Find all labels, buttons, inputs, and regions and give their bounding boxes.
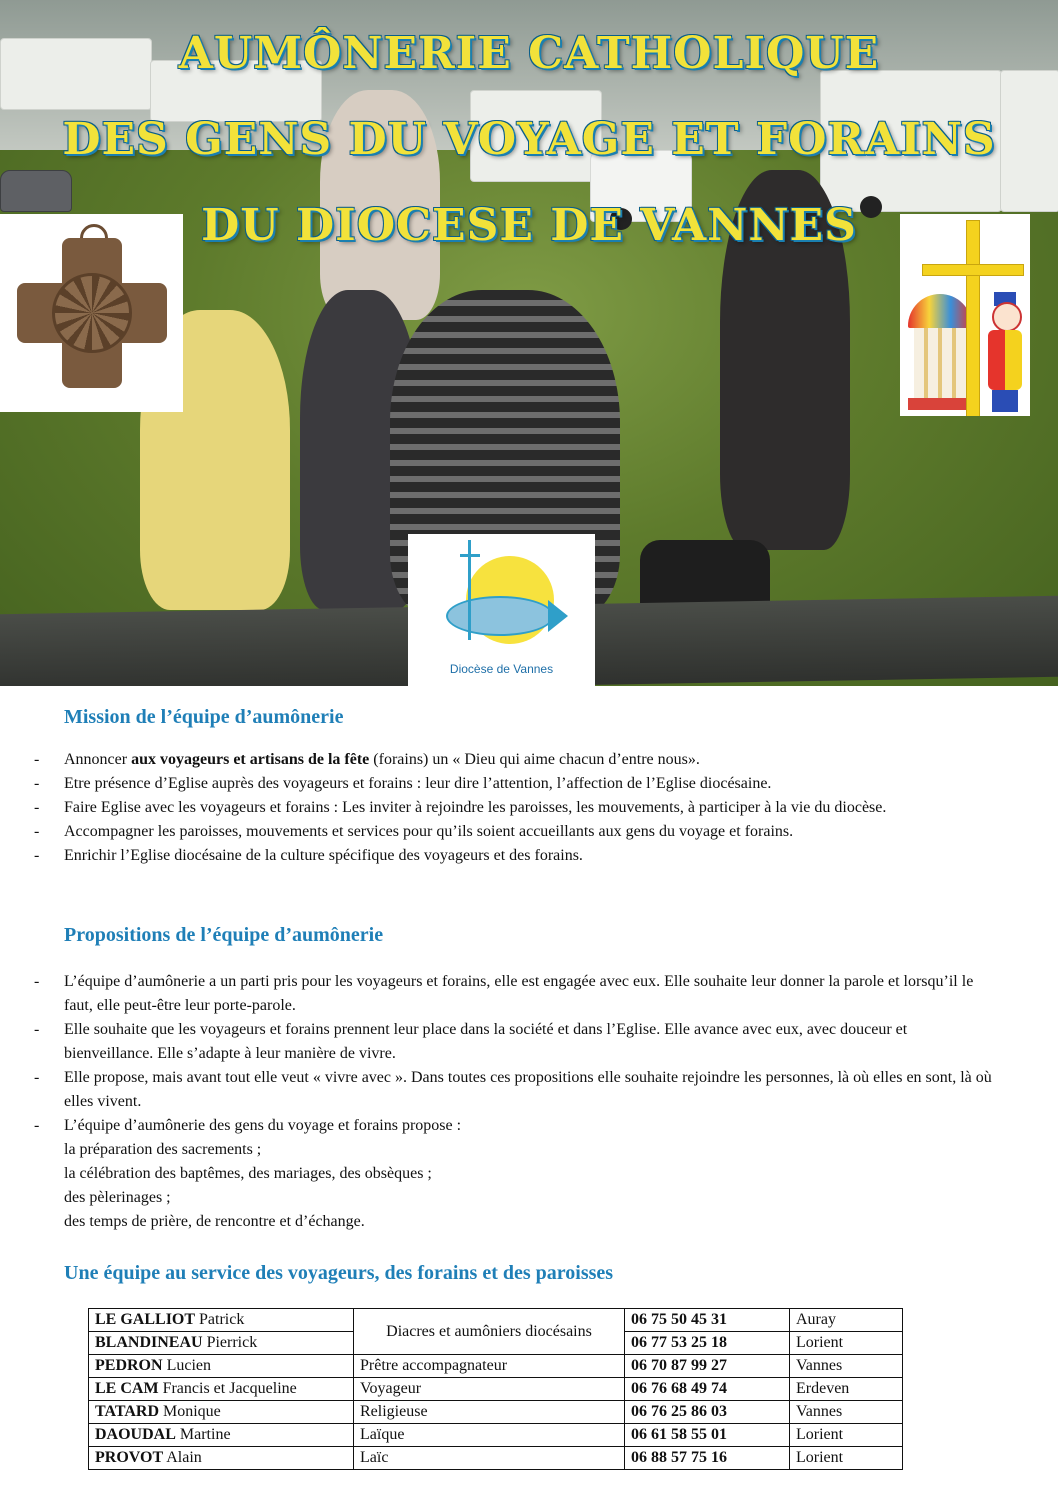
- table-row: PROVOT Alain Laïc 06 88 57 75 16 Lorient: [89, 1447, 903, 1470]
- sub-item: des pèlerinages ;: [64, 1189, 171, 1206]
- city-cell: Lorient: [790, 1424, 903, 1447]
- merged-role-cell: Diacres et aumôniers diocésains: [354, 1309, 625, 1355]
- team-title: Une équipe au service des voyageurs, des forains et des paroisses: [64, 1262, 614, 1284]
- wooden-cross-image: [0, 214, 183, 412]
- role-cell: Prêtre accompagnateur: [354, 1355, 625, 1378]
- diocese-logo-label: Diocèse de Vannes: [449, 662, 554, 676]
- role-cell: Voyageur: [354, 1378, 625, 1401]
- fish-icon: [446, 596, 554, 636]
- list-item: - Accompagner les paroisses, mouvements et services pour qu’ils soient accueillants aux gens du voyage et forains.: [0, 820, 1000, 844]
- title-line-2: DES GENS DU VOYAGE ET FORAINS: [62, 114, 996, 165]
- cross-carousel-clown-image: [900, 214, 1030, 416]
- list-item: - Enrichir l’Eglise diocésaine de la culture spécifique des voyageurs et des forains.: [0, 844, 1000, 868]
- contacts-table: [88, 1308, 903, 1470]
- city-cell: Erdeven: [790, 1378, 903, 1401]
- city-cell: Auray: [790, 1309, 903, 1332]
- table-row: LE CAM Francis et Jacqueline Voyageur 06 76 68 49 74 Erdeven: [89, 1378, 903, 1401]
- propositions-list: [0, 970, 1000, 1234]
- propositions-title: Propositions de l’équipe d’aumônerie: [64, 924, 384, 946]
- mission-list: [0, 748, 1000, 868]
- table-row: DAOUDAL Martine Laïque 06 61 58 55 01 Lorient: [89, 1424, 903, 1447]
- list-item: - Elle souhaite que les voyageurs et forains prennent leur place dans la société et dans l’Eglise. Elle avance avec eux, avec douceur et bienveillance. Elle s’adapte à leur manière de vivre.: [0, 1018, 1000, 1066]
- list-item: - Etre présence d’Eglise auprès des voyageurs et forains : leur dire l’attention, l’affection de l’Eglise diocésaine.: [0, 772, 1000, 796]
- list-item: - L’équipe d’aumônerie a un parti pris pour les voyageurs et forains, elle est engagée avec eux. Elle souhaite leur donner la parole et lorsqu’il le faut, elle peut-être leur porte-parole.: [0, 970, 1000, 1018]
- list-item: - L’équipe d’aumônerie des gens du voyage et forains propose : la préparation des sacrements ; la célébration des baptêmes, des mariages, des obsèques ; des pèlerinages ; des temps de prière, de rencontre et d’échange.: [0, 1114, 1000, 1234]
- diocese-logo: [408, 534, 595, 686]
- list-item: - Faire Eglise avec les voyageurs et forains : Les inviter à rejoindre les paroisses, les mouvements, à participer à la vie du diocèse.: [0, 796, 1000, 820]
- phone-cell: 06 76 25 86 03: [625, 1401, 790, 1424]
- city-cell: Vannes: [790, 1401, 903, 1424]
- phone-cell: 06 77 53 25 18: [625, 1332, 790, 1355]
- sub-item: des temps de prière, de rencontre et d’échange.: [64, 1213, 365, 1230]
- phone-cell: 06 75 50 45 31: [625, 1309, 790, 1332]
- clown-icon: [986, 292, 1024, 412]
- sub-item: la préparation des sacrements ;: [64, 1141, 262, 1158]
- role-cell: Laïc: [354, 1447, 625, 1470]
- table-row: TATARD Monique Religieuse 06 76 25 86 03 Vannes: [89, 1401, 903, 1424]
- table-row: BLANDINEAU Pierrick 06 77 53 25 18 Lorient: [89, 1332, 903, 1355]
- city-cell: Lorient: [790, 1447, 903, 1470]
- table-row: LE GALLIOT Patrick Diacres et aumôniers diocésains 06 75 50 45 31 Auray: [89, 1309, 903, 1332]
- hero-photo: [0, 0, 1058, 686]
- phone-cell: 06 76 68 49 74: [625, 1378, 790, 1401]
- table-row: PEDRON Lucien Prêtre accompagnateur 06 70 87 99 27 Vannes: [89, 1355, 903, 1378]
- sub-item: la célébration des baptêmes, des mariages, des obsèques ;: [64, 1165, 432, 1182]
- mission-title: Mission de l’équipe d’aumônerie: [64, 706, 344, 728]
- phone-cell: 06 88 57 75 16: [625, 1447, 790, 1470]
- role-cell: Laïque: [354, 1424, 625, 1447]
- list-item: - Elle propose, mais avant tout elle veut « vivre avec ». Dans toutes ces propositions elle souhaite rejoindre les personnes, là où elles en sont, là où elles vivent.: [0, 1066, 1000, 1114]
- title-line-1: AUMÔNERIE CATHOLIQUE: [178, 28, 880, 79]
- list-item: - Annoncer aux voyageurs et artisans de la fête (forains) un « Dieu qui aime chacun d’entre nous».: [0, 748, 1000, 772]
- carousel-icon: [908, 294, 972, 328]
- city-cell: Lorient: [790, 1332, 903, 1355]
- wooden-cross-icon: [17, 238, 167, 388]
- phone-cell: 06 70 87 99 27: [625, 1355, 790, 1378]
- gold-cross-icon: [966, 220, 980, 416]
- title-line-3: DU DIOCESE DE VANNES: [201, 200, 857, 251]
- role-cell: Religieuse: [354, 1401, 625, 1424]
- phone-cell: 06 61 58 55 01: [625, 1424, 790, 1447]
- city-cell: Vannes: [790, 1355, 903, 1378]
